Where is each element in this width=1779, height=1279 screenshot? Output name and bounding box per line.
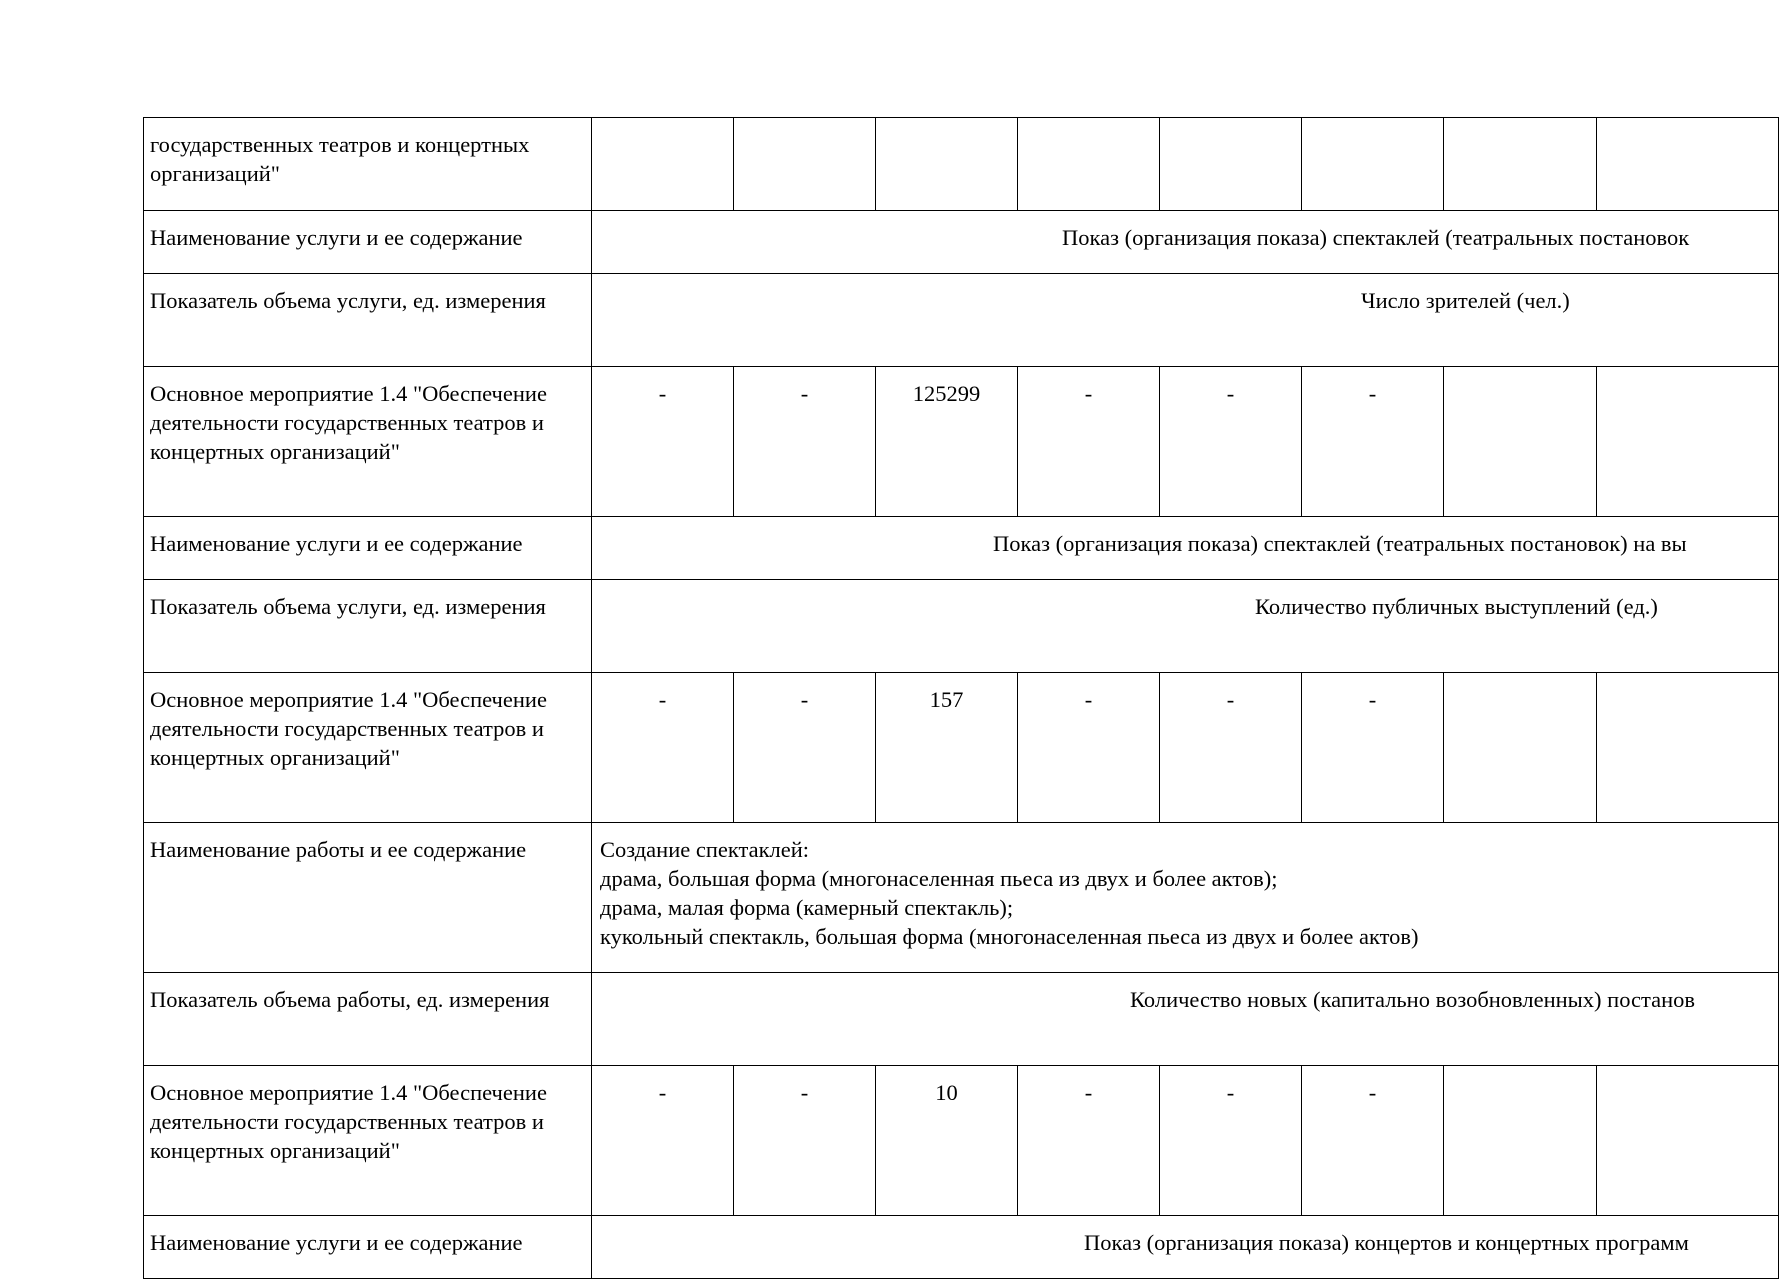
value-cell: -	[734, 673, 876, 823]
value-cell: -	[734, 367, 876, 517]
row-label: государственных театров и концертных организаций"	[144, 118, 592, 211]
row-label: Основное мероприятие 1.4 "Обеспечение деятельности государственных театров и концертных организаций"	[144, 673, 592, 823]
table-row	[144, 823, 1779, 973]
indicator-cell	[592, 274, 1779, 367]
work-line: кукольный спектакль, большая форма (многонаселенная пьеса из двух и более актов)	[600, 924, 1419, 949]
indicator-cell	[592, 973, 1779, 1066]
row-label: Показатель объема работы, ед. измерения	[144, 973, 592, 1066]
value-cell: 125299	[876, 367, 1018, 517]
service-name-cell	[592, 211, 1779, 274]
row-label: Наименование услуги и ее содержание	[144, 517, 592, 580]
value-cell	[876, 118, 1018, 211]
row-label: Основное мероприятие 1.4 "Обеспечение деятельности государственных театров и концертных организаций"	[144, 367, 592, 517]
value-cell	[1597, 673, 1779, 823]
service-name-text: Показ (организация показа) спектаклей (театральных постановок) на вы	[993, 531, 1687, 556]
value-cell: -	[1018, 673, 1160, 823]
table-row	[144, 1216, 1779, 1279]
value-cell: -	[1302, 1066, 1444, 1216]
table-row	[144, 580, 1779, 673]
value-cell: -	[592, 673, 734, 823]
value-cell	[1160, 118, 1302, 211]
value-cell	[1444, 367, 1597, 517]
value-cell: -	[1160, 367, 1302, 517]
row-label: Основное мероприятие 1.4 "Обеспечение деятельности государственных театров и концертных организаций"	[144, 1066, 592, 1216]
service-name-text: Показ (организация показа) концертов и концертных программ	[1084, 1230, 1689, 1255]
work-line: драма, малая форма (камерный спектакль);	[600, 895, 1014, 920]
indicator-text: Число зрителей (чел.)	[1361, 288, 1570, 313]
table-row	[144, 673, 1779, 823]
value-cell	[1444, 118, 1597, 211]
service-name-cell	[592, 1216, 1779, 1279]
service-name-cell	[592, 517, 1779, 580]
value-cell	[1597, 1066, 1779, 1216]
row-label: Наименование услуги и ее содержание	[144, 1216, 592, 1279]
table-row	[144, 517, 1779, 580]
service-name-text: Показ (организация показа) спектаклей (театральных постановок	[1062, 225, 1690, 250]
indicator-text: Количество публичных выступлений (ед.)	[1255, 594, 1658, 619]
row-label: Показатель объема услуги, ед. измерения	[144, 580, 592, 673]
value-cell: -	[1160, 673, 1302, 823]
work-line: драма, большая форма (многонаселенная пьеса из двух и более актов);	[600, 866, 1278, 891]
value-cell: 10	[876, 1066, 1018, 1216]
table-row	[144, 274, 1779, 367]
value-cell: -	[592, 367, 734, 517]
value-cell	[1302, 118, 1444, 211]
work-line: Создание спектаклей:	[600, 837, 810, 862]
value-cell: -	[1302, 673, 1444, 823]
table-row	[144, 973, 1779, 1066]
row-label: Наименование услуги и ее содержание	[144, 211, 592, 274]
row-label: Показатель объема услуги, ед. измерения	[144, 274, 592, 367]
work-description-cell	[592, 823, 1779, 973]
value-cell: -	[1018, 1066, 1160, 1216]
value-cell	[1597, 118, 1779, 211]
program-indicators-table	[143, 117, 1779, 1279]
indicator-cell	[592, 580, 1779, 673]
value-cell: -	[592, 1066, 734, 1216]
value-cell: -	[1018, 367, 1160, 517]
value-cell: -	[734, 1066, 876, 1216]
value-cell: -	[1302, 367, 1444, 517]
value-cell	[1018, 118, 1160, 211]
value-cell	[592, 118, 734, 211]
table-row	[144, 211, 1779, 274]
value-cell	[734, 118, 876, 211]
indicator-text: Количество новых (капитально возобновленных) постанов	[1130, 987, 1696, 1012]
value-cell: 157	[876, 673, 1018, 823]
table-row	[144, 367, 1779, 517]
row-label: Наименование работы и ее содержание	[144, 823, 592, 973]
table-row	[144, 1066, 1779, 1216]
value-cell	[1444, 673, 1597, 823]
value-cell	[1444, 1066, 1597, 1216]
value-cell	[1597, 367, 1779, 517]
table-row	[144, 118, 1779, 211]
value-cell: -	[1160, 1066, 1302, 1216]
